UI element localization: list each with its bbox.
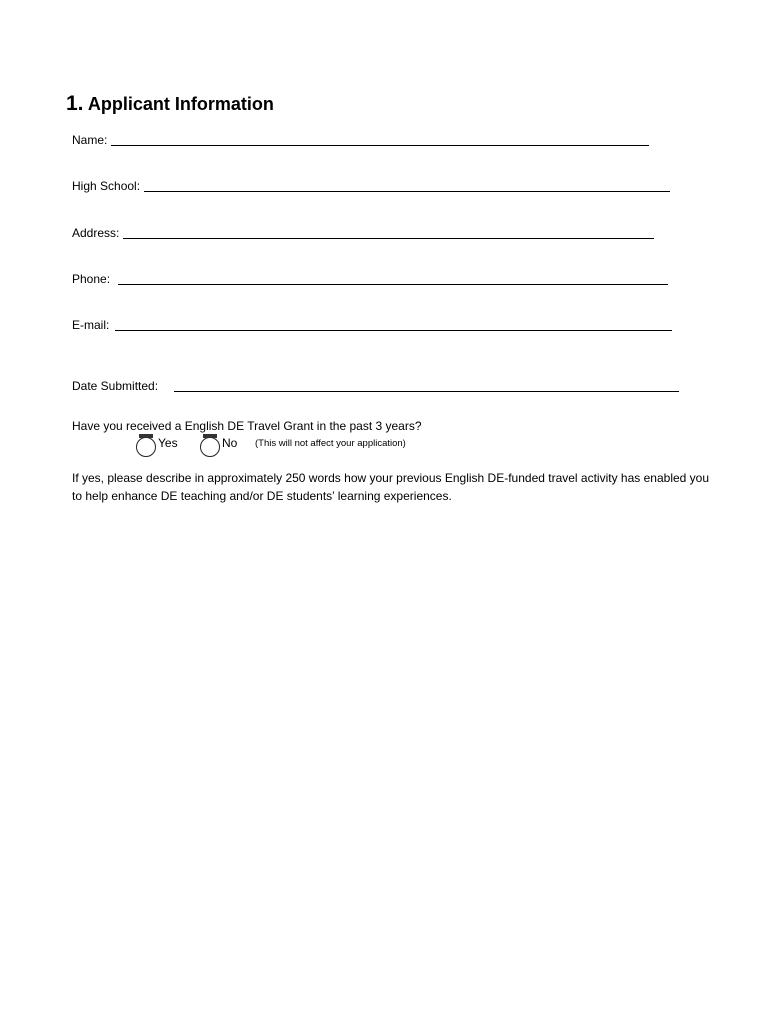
name-input-line[interactable] <box>111 133 649 146</box>
phone-label: Phone: <box>72 272 111 286</box>
section-number: 1. <box>66 92 84 115</box>
high-school-field <box>72 177 670 193</box>
date-submitted-label: Date Submitted: <box>72 379 159 393</box>
address-label: Address: <box>72 226 120 240</box>
grant-radio-group <box>72 434 672 460</box>
no-radio-label[interactable]: No <box>222 436 238 450</box>
yes-radio-label[interactable]: Yes <box>158 436 178 450</box>
email-field <box>72 316 672 332</box>
phone-input-line[interactable] <box>118 272 668 285</box>
no-radio[interactable] <box>200 437 220 457</box>
date-submitted-field <box>72 377 679 393</box>
date-submitted-input-line[interactable] <box>174 379 679 392</box>
name-field <box>72 131 649 147</box>
section-title <box>66 92 274 116</box>
phone-field <box>72 270 668 286</box>
name-label: Name: <box>72 133 108 147</box>
grant-question: Have you received a English DE Travel Grant in the past 3 years? <box>72 419 422 433</box>
address-input-line[interactable] <box>123 226 654 239</box>
description-instructions: If yes, please describe in approximately 250 words how your previous English DE-funded travel activity has enabled you to help enhance DE teaching and/or DE students’ learning experiences. <box>72 471 710 503</box>
email-label: E-mail: <box>72 318 110 332</box>
high-school-label: High School: <box>72 179 141 193</box>
high-school-input-line[interactable] <box>144 179 670 192</box>
yes-radio[interactable] <box>136 437 156 457</box>
section-heading: Applicant Information <box>87 94 274 114</box>
application-note: (This will not affect your application) <box>255 438 406 449</box>
address-field <box>72 224 654 240</box>
email-input-line[interactable] <box>115 318 672 331</box>
